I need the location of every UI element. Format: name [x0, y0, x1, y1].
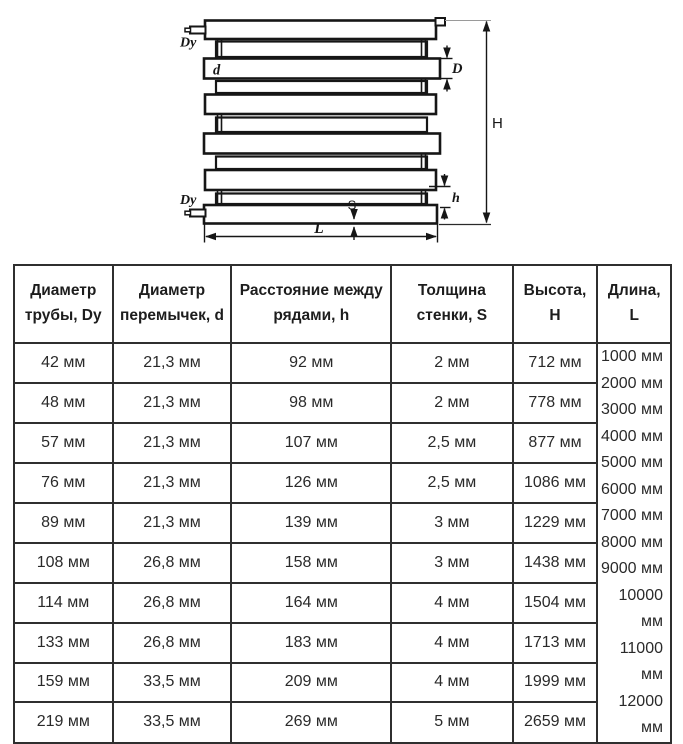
cell-wall-thickness: 2,5 мм	[391, 423, 513, 463]
table-row	[14, 503, 671, 543]
cell-height: 877 мм	[513, 423, 598, 463]
length-value: 9000 мм	[600, 560, 663, 577]
cell-jumper-diameter: 26,8 мм	[113, 543, 232, 583]
cell-jumper-diameter: 21,3 мм	[113, 463, 232, 503]
cell-pipe-diameter: 114 мм	[14, 583, 113, 623]
cell-row-spacing: 183 мм	[231, 623, 391, 663]
cell-wall-thickness: 2 мм	[391, 383, 513, 423]
cell-wall-thickness: 3 мм	[391, 503, 513, 543]
length-value: 12000 мм	[618, 692, 663, 736]
cell-height: 1999 мм	[513, 663, 598, 703]
cell-height: 1438 мм	[513, 543, 598, 583]
cell-row-spacing: 92 мм	[231, 343, 391, 383]
dimension-label-H: H	[492, 115, 503, 132]
cell-pipe-diameter: 57 мм	[14, 423, 113, 463]
length-value: 1000 мм	[600, 348, 663, 365]
cell-row-spacing: 269 мм	[231, 702, 391, 742]
cell-jumper-diameter: 21,3 мм	[113, 343, 232, 383]
length-value: 10000 мм	[618, 586, 663, 630]
cell-height: 1086 мм	[513, 463, 598, 503]
dimension-label-dy-bottom: Dy	[180, 193, 197, 208]
length-value: 6000 мм	[600, 480, 663, 498]
col-header-wall-thickness: Толщина стенки, S	[391, 265, 513, 343]
dimensions-table	[13, 264, 672, 744]
col-header-pipe-diameter: Диаметр трубы, Dy	[14, 265, 113, 343]
cell-row-spacing: 164 мм	[231, 583, 391, 623]
table-row	[14, 423, 671, 463]
dimension-label-h: h	[452, 191, 460, 206]
length-value: 8000 мм	[600, 533, 663, 551]
dimension-label-L: L	[314, 220, 324, 237]
cell-wall-thickness: 4 мм	[391, 623, 513, 663]
cell-wall-thickness: 4 мм	[391, 583, 513, 623]
cell-jumper-diameter: 21,3 мм	[113, 383, 232, 423]
cell-jumper-diameter: 21,3 мм	[113, 423, 232, 463]
cell-row-spacing: 209 мм	[231, 663, 391, 703]
cell-row-spacing: 107 мм	[231, 423, 391, 463]
header-row	[14, 265, 671, 343]
table-row	[14, 583, 671, 623]
table-row	[14, 663, 671, 703]
cell-pipe-diameter: 48 мм	[14, 383, 113, 423]
cell-wall-thickness: 3 мм	[391, 543, 513, 583]
length-value: 2000 мм	[600, 374, 663, 392]
cell-height: 712 мм	[513, 343, 598, 383]
length-value: 7000 мм	[600, 507, 663, 524]
table-row	[14, 343, 671, 383]
cell-pipe-diameter: 159 мм	[14, 663, 113, 703]
cell-height: 1504 мм	[513, 583, 598, 623]
dimension-label-d: d	[213, 62, 221, 79]
cell-row-spacing: 158 мм	[231, 543, 391, 583]
cell-jumper-diameter: 26,8 мм	[113, 623, 232, 663]
cell-height: 778 мм	[513, 383, 598, 423]
cell-pipe-diameter: 76 мм	[14, 463, 113, 503]
table-row	[14, 383, 671, 423]
dimension-label-dy-top: Dy	[180, 35, 197, 51]
length-value: 11000 мм	[619, 639, 663, 683]
cell-pipe-diameter: 108 мм	[14, 543, 113, 583]
table-row	[14, 463, 671, 503]
cell-jumper-diameter: 33,5 мм	[113, 663, 232, 703]
radiator-diagram	[0, 0, 683, 258]
col-header-jumper-diameter: Диаметр перемычек, d	[113, 265, 232, 343]
cell-jumper-diameter: 21,3 мм	[113, 503, 232, 543]
length-values-cell	[597, 343, 671, 743]
length-value: 5000 мм	[600, 454, 663, 471]
length-value: 3000 мм	[600, 401, 663, 418]
length-values-list	[598, 344, 670, 742]
cell-wall-thickness: 2,5 мм	[391, 463, 513, 503]
col-header-row-spacing: Расстояние между рядами, h	[231, 265, 391, 343]
table-row	[14, 623, 671, 663]
cell-jumper-diameter: 26,8 мм	[113, 583, 232, 623]
cell-row-spacing: 98 мм	[231, 383, 391, 423]
length-value: 4000 мм	[600, 427, 663, 445]
cell-jumper-diameter: 33,5 мм	[113, 702, 232, 742]
dimension-label-S: S	[347, 197, 357, 213]
cell-row-spacing: 139 мм	[231, 503, 391, 543]
col-header-length: Длина, L	[597, 265, 671, 343]
col-header-height: Высота, H	[513, 265, 598, 343]
cell-pipe-diameter: 133 мм	[14, 623, 113, 663]
dimension-label-D: D	[452, 61, 463, 77]
cell-pipe-diameter: 219 мм	[14, 702, 113, 742]
cell-pipe-diameter: 42 мм	[14, 343, 113, 383]
table-row	[14, 702, 671, 742]
dimension-D	[441, 46, 453, 92]
cell-height: 2659 мм	[513, 702, 598, 742]
cell-wall-thickness: 5 мм	[391, 702, 513, 742]
cell-row-spacing: 126 мм	[231, 463, 391, 503]
cell-height: 1713 мм	[513, 623, 598, 663]
cell-wall-thickness: 2 мм	[391, 343, 513, 383]
table-row	[14, 543, 671, 583]
cell-height: 1229 мм	[513, 503, 598, 543]
cell-pipe-diameter: 89 мм	[14, 503, 113, 543]
cell-wall-thickness: 4 мм	[391, 663, 513, 703]
